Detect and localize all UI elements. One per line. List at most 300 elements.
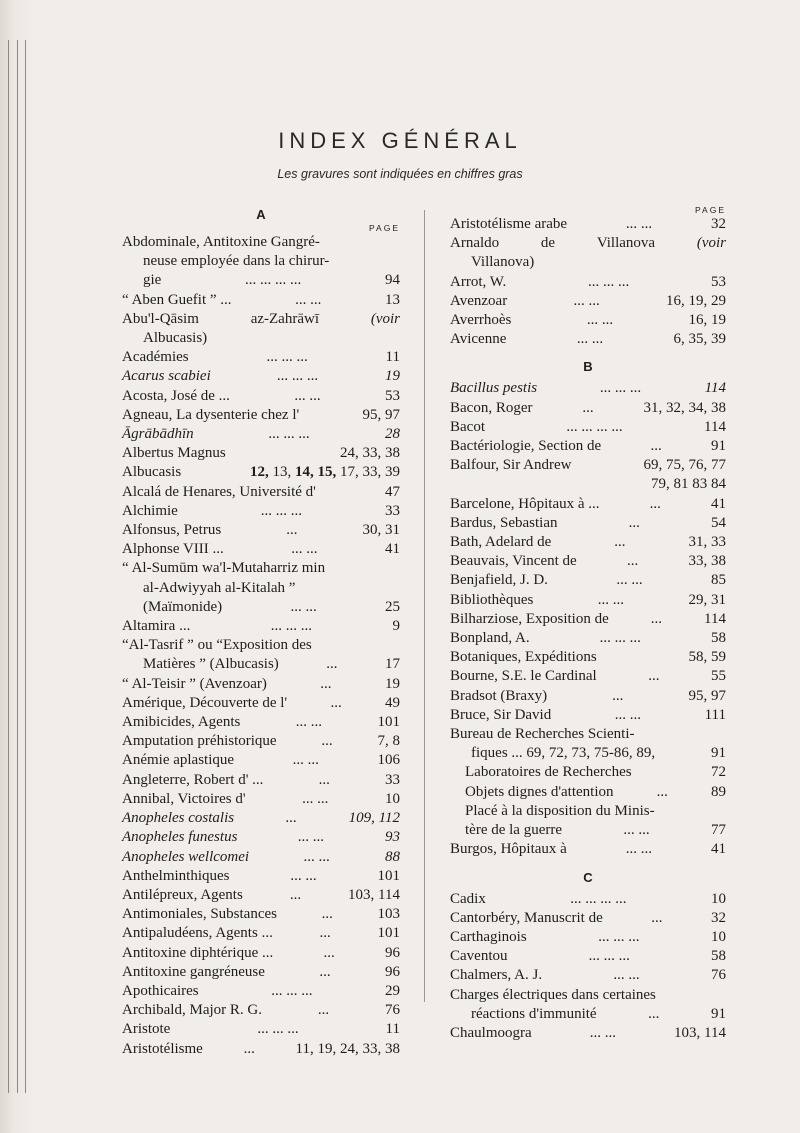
entry-last-line [450, 514, 726, 533]
entry-text: “ Al-Teisir ” (Avenzoar) [122, 675, 267, 692]
entry-text-line: neuse employée dans la chirur- [143, 253, 330, 270]
entry-pages: 31, 33 [688, 534, 726, 551]
dot-leader: ... [650, 438, 662, 455]
entry-last-line [122, 675, 400, 694]
entry-last-line [450, 966, 726, 985]
entry-last-line [122, 483, 400, 502]
index-entry [450, 311, 726, 330]
page-subtitle: Les gravures sont indiquées en chiffres gras [277, 167, 523, 181]
index-entry [122, 502, 400, 521]
entry-pages: 16, 19 [688, 312, 726, 329]
entry-text: Altamira ... [122, 618, 191, 635]
dot-leader: ... [289, 886, 302, 903]
entry-text: Anopheles costalis [122, 810, 235, 827]
index-entry [450, 667, 726, 686]
entry-text: Bacon, Roger [450, 399, 533, 416]
entry-pages: 88 [385, 848, 400, 865]
entry-text: Amputation préhistorique [122, 733, 277, 750]
index-entry [122, 540, 400, 559]
entry-text: Avicenne [450, 331, 507, 348]
entry-pages: 111 [704, 706, 726, 723]
dot-leader: ... ... ... [588, 273, 630, 290]
entry-pages: 79, 81 83 84 [651, 476, 726, 493]
entry-last-line [450, 687, 726, 706]
entry-text: Aristotélisme arabe [450, 216, 568, 232]
dot-leader: ... ... [589, 1024, 616, 1041]
dot-leader: ... ... ... [277, 368, 319, 385]
entry-text: Chalmers, A. J. [450, 967, 543, 984]
index-entry [122, 848, 400, 867]
entry-pages: 58 [711, 948, 726, 965]
index-entry [450, 495, 726, 514]
entry-last-line [465, 783, 726, 802]
entry-word: az-Zahrāwī [250, 310, 319, 327]
dot-leader [181, 463, 250, 482]
entry-last-line [450, 533, 726, 552]
entry-last-line [450, 456, 726, 475]
entry-pages: 91 [711, 438, 726, 455]
index-entry [122, 233, 400, 291]
entry-last-line [450, 399, 726, 418]
entry-last-line [450, 890, 726, 909]
index-entry [122, 1040, 400, 1059]
index-entry [450, 456, 726, 475]
index-entry [450, 514, 726, 533]
entry-pages: 10 [385, 790, 400, 807]
entry-last-line [122, 655, 400, 674]
entry-text: Cadix [450, 890, 486, 907]
entry-last-line [122, 732, 400, 751]
entry-text: Avenzoar [450, 292, 508, 309]
index-entry [122, 790, 400, 809]
entry-last-line [450, 629, 726, 648]
entry-text: Chaulmoogra [450, 1024, 532, 1041]
entry-last-line [122, 905, 400, 924]
index-entry [450, 725, 726, 763]
dot-leader: ... ... ... [271, 982, 313, 999]
index-entry [122, 463, 400, 482]
entry-word: Villanova [596, 235, 656, 252]
dot-leader: ... ... ... ... [566, 418, 623, 435]
dot-leader: ... [321, 906, 333, 923]
entry-text: Caventou [450, 948, 508, 965]
entry-text-line: Villanova) [471, 254, 535, 271]
dot-leader: ... [628, 514, 640, 531]
entry-last-line [465, 763, 726, 782]
index-entry [122, 905, 400, 924]
entry-text-line: “Al-Tasrif ” ou “Exposition des [122, 637, 312, 654]
entry-pages: 103, 114 [674, 1024, 726, 1041]
entry-pages: 10 [711, 890, 726, 907]
entry-last-line [450, 648, 726, 667]
entry-pages: 41 [711, 841, 726, 858]
entry-pages: 28 [385, 426, 400, 443]
dot-leader [632, 763, 711, 782]
entry-pages: 11 [385, 349, 400, 366]
index-entry [122, 924, 400, 943]
dot-leader: ... ... [290, 867, 317, 884]
section-letter: C [583, 869, 593, 885]
index-entry [122, 675, 400, 694]
entry-pages: 95, 97 [362, 406, 400, 423]
dot-leader [597, 648, 689, 667]
dot-leader: ... [614, 534, 626, 551]
entry-pages: 30, 31 [362, 522, 400, 539]
dot-leader: ... [318, 771, 330, 788]
dot-leader: ... [285, 810, 297, 827]
dot-leader: ... ... ... [600, 380, 642, 397]
entry-last-line [122, 848, 400, 867]
entry-text: Bradsot (Braxy) [450, 687, 548, 704]
dot-leader: ... ... ... [260, 502, 303, 519]
entry-heading-line [122, 310, 400, 329]
index-entry [122, 291, 400, 310]
entry-last-line [450, 667, 726, 686]
index-entry [450, 552, 726, 571]
page-number: 14, [295, 464, 318, 481]
dot-leader: ... ... [291, 541, 318, 558]
dot-leader: ... ... [597, 591, 625, 608]
entry-pages: 7, 8 [377, 733, 400, 750]
index-entry [122, 944, 400, 963]
dot-leader: ... [319, 925, 331, 942]
dot-leader: ... ... [586, 312, 614, 329]
entry-pages: 101 [377, 714, 400, 731]
dot-leader: ... [650, 610, 663, 627]
entry-text: Bilharziose, Exposition de [450, 610, 609, 627]
entry-last-line [465, 821, 726, 840]
entry-pages: 72 [711, 764, 726, 781]
dot-leader: ... [326, 656, 338, 673]
entry-text: Barcelone, Hôpitaux à ... [450, 495, 600, 512]
dot-leader: ... ... ... [266, 349, 308, 366]
entry-pages: 19 [385, 368, 400, 385]
entry-last-line [450, 495, 726, 514]
page-number: 39 [385, 464, 400, 481]
entry-last-line [450, 379, 726, 398]
dot-leader: ... ... ... [588, 948, 630, 965]
dot-leader: ... ... [623, 822, 650, 839]
entry-last-line [450, 744, 726, 763]
dot-leader: ... [626, 553, 639, 570]
entry-last-line [122, 367, 400, 386]
entry-text: Alphonse VIII ... [122, 541, 224, 558]
entry-pages: 69, 75, 76, 77 [643, 457, 726, 474]
index-entry [450, 437, 726, 456]
dot-leader: ... ... [292, 752, 319, 769]
entry-pages: 106 [377, 752, 400, 769]
entry-text: Arrot, W. [450, 273, 507, 290]
index-entry [450, 610, 726, 629]
dot-leader: ... ... ... [257, 1021, 299, 1038]
entry-pages: 96 [385, 944, 400, 961]
entry-last-line [122, 1001, 400, 1020]
entry-last-line [122, 598, 400, 617]
dot-leader: ... [320, 675, 332, 692]
index-entry [450, 418, 726, 437]
entry-pages: 24, 33, 38 [340, 445, 400, 462]
entry-word: (voir [370, 310, 400, 327]
entry-text: Antitoxine diphtérique ... [122, 944, 274, 961]
entry-last-line [450, 311, 726, 330]
entry-text: Objets dignes d'attention [465, 783, 614, 800]
entry-text: Beauvais, Vincent de [450, 553, 577, 570]
entry-text-line: Abdominale, Antitoxine Gangré- [122, 234, 320, 250]
index-entry [450, 330, 726, 349]
index-entry [450, 802, 726, 840]
entry-pages: 114 [704, 610, 726, 627]
entry-pages: 9 [392, 618, 400, 635]
dot-leader: ... ... ... [599, 630, 641, 647]
dot-leader: ... ... ... [598, 928, 640, 945]
entry-text: Bibliothèques [450, 591, 534, 608]
entry-last-line [122, 809, 400, 828]
index-entry [450, 1024, 726, 1043]
index-entry [450, 292, 726, 311]
entry-last-line [122, 1040, 400, 1059]
entry-text: Bonpland, A. [450, 630, 530, 647]
index-entry [122, 559, 400, 617]
spacer [450, 475, 651, 494]
dot-leader [655, 744, 711, 763]
index-entry [450, 379, 726, 398]
entry-text: tère de la guerre [465, 822, 563, 839]
entry-pages: 91 [711, 745, 726, 762]
entry-text: Alcalá de Henares, Université d' [122, 483, 316, 500]
dot-leader: ... [656, 783, 668, 800]
entry-text: Albertus Magnus [122, 445, 226, 462]
entry-text: Annibal, Victoires d' [122, 790, 246, 807]
entry-last-line [122, 982, 400, 1001]
entry-pages: 53 [385, 387, 400, 404]
entry-last-line [122, 1020, 400, 1039]
page-number: 13, [272, 464, 295, 481]
entry-text: Bath, Adelard de [450, 534, 552, 551]
entry-last-line [450, 1024, 726, 1043]
dot-leader: ... [649, 495, 661, 512]
entry-last-line [122, 406, 400, 425]
entry-last-line [122, 463, 400, 482]
entry-last-line [122, 694, 400, 713]
entry-text: Apothicaires [122, 982, 199, 999]
entry-text: Anopheles wellcomei [122, 848, 250, 865]
entry-pages: 47 [385, 483, 400, 500]
entry-pages: 77 [711, 822, 726, 839]
entry-text: Bactériologie, Section de [450, 438, 602, 455]
entry-pages [250, 463, 400, 482]
index-column-right [450, 205, 726, 1043]
entry-pages: 33 [385, 502, 400, 519]
index-entry [450, 687, 726, 706]
index-entry [450, 234, 726, 272]
index-entry [450, 986, 726, 1024]
entry-text: Aristotélisme [122, 1040, 203, 1057]
index-entry [450, 763, 726, 782]
index-entry [122, 348, 400, 367]
entry-text: Bacillus pestis [450, 380, 538, 397]
entry-text: fiques ... 69, 72, 73, 75-86, 89, [471, 745, 656, 762]
index-entry [450, 966, 726, 985]
entry-text-line: Bureau de Recherches Scienti- [450, 726, 635, 743]
entry-pages: 32 [711, 216, 726, 232]
entry-text-line: al-Adwiyyah al-Kitalah ” [143, 579, 296, 596]
dot-leader: ... ... [290, 598, 317, 615]
dot-leader: ... [648, 1005, 660, 1022]
entry-word: Arnaldo [450, 235, 500, 252]
index-entry [122, 1020, 400, 1039]
entry-last-line [450, 215, 726, 234]
entry-pages: 41 [711, 495, 726, 512]
entry-word: Abu'l-Qāsim [122, 310, 199, 327]
entry-pages: 31, 32, 34, 38 [643, 399, 726, 416]
dot-leader: ... [612, 687, 624, 704]
entry-last-line [450, 552, 726, 571]
entry-last-line [450, 591, 726, 610]
entry-text: Antilépreux, Agents [122, 886, 243, 903]
entry-last-line [450, 947, 726, 966]
entry-word: de [540, 235, 556, 252]
entry-text: Albucasis [122, 464, 182, 481]
entry-pages: 91 [711, 1005, 726, 1022]
entry-text: Angleterre, Robert d' ... [122, 771, 264, 788]
index-entry [122, 982, 400, 1001]
dot-leader: ... ... [298, 829, 325, 846]
entry-last-line [450, 571, 726, 590]
dot-leader [226, 444, 340, 463]
index-entry [450, 840, 726, 859]
dot-leader: ... ... [295, 714, 323, 731]
page-column-header: PAGE [369, 223, 400, 233]
dot-leader [316, 483, 385, 502]
entry-last-line [122, 444, 400, 463]
entry-last-line [450, 909, 726, 928]
entry-last-line [122, 751, 400, 770]
entry-pages: 95, 97 [688, 687, 726, 704]
entry-pages: 41 [385, 541, 400, 558]
dot-leader: ... ... [573, 292, 600, 309]
entry-last-line [450, 292, 726, 311]
entry-pages: 58 [711, 630, 726, 647]
dot-leader: ... [286, 522, 298, 539]
entry-text: Acosta, José de ... [122, 387, 230, 404]
entry-text: Burgos, Hôpitaux à [450, 841, 567, 858]
entry-text: Antimoniales, Substances [122, 906, 277, 923]
entry-last-line [122, 387, 400, 406]
entry-text: Āgrābādhīn [122, 426, 194, 443]
entry-pages: 114 [704, 418, 726, 435]
entry-pages: 17 [385, 656, 400, 673]
index-entry [450, 571, 726, 590]
index-entry [450, 591, 726, 610]
entry-text: Amérique, Découverte de l' [122, 694, 288, 711]
entry-text-line: Charges électriques dans certaines [450, 986, 656, 1003]
entry-last-line [450, 418, 726, 437]
entry-text-line: “ Al-Sumūm wa'l-Mutaharriz min [122, 560, 326, 577]
index-entry [450, 909, 726, 928]
dot-leader: ... ... [295, 291, 322, 308]
entry-last-line [450, 706, 726, 725]
entry-pages: 109, 112 [348, 810, 400, 827]
entry-last-line [122, 291, 400, 310]
entry-pages: 6, 35, 39 [673, 331, 726, 348]
entry-text: Carthaginois [450, 928, 527, 945]
entry-last-line [450, 928, 726, 947]
entry-word: (voir [696, 235, 726, 252]
entry-text: Agneau, La dysenterie chez l' [122, 406, 300, 423]
entry-text: Antitoxine gangréneuse [122, 963, 265, 980]
entry-pages: 16, 19, 29 [666, 292, 726, 309]
entry-text: Aristote [122, 1021, 171, 1038]
dot-leader: ... ... ... [268, 426, 310, 443]
entry-text: Botaniques, Expéditions [450, 649, 597, 666]
dot-leader: ... ... [303, 848, 331, 865]
entry-pages: 76 [711, 967, 726, 984]
dot-leader: ... [243, 1040, 255, 1057]
index-entry [450, 648, 726, 667]
entry-text: Anopheles funestus [122, 829, 238, 846]
index-entry [122, 617, 400, 636]
entry-pages: 33, 38 [688, 553, 726, 570]
dot-leader: ... [330, 694, 342, 711]
entry-pages: 29 [385, 982, 400, 999]
dot-leader: ... ... [294, 387, 321, 404]
index-column-left [122, 205, 400, 1059]
index-entry [122, 425, 400, 444]
entry-pages: 114 [704, 380, 726, 397]
entry-pages: 76 [385, 1002, 400, 1019]
index-entry [450, 533, 726, 552]
entry-text: Cantorbéry, Manuscrit de [450, 909, 603, 926]
index-entry [450, 399, 726, 418]
index-entry [122, 444, 400, 463]
entry-pages: 19 [385, 675, 400, 692]
dot-leader: ... ... ... [270, 618, 313, 635]
section-letter: B [583, 359, 593, 375]
dot-leader: ... ... [616, 572, 643, 589]
dot-leader: ... [651, 909, 663, 926]
entry-last-line [122, 771, 400, 790]
entry-last-line [450, 273, 726, 292]
dot-leader: ... [648, 668, 660, 685]
dot-leader: ... [317, 1002, 330, 1019]
section-letter: A [256, 207, 266, 222]
index-entry [122, 732, 400, 751]
entry-pages: 103, 114 [348, 886, 400, 903]
index-entry-continuation [450, 475, 726, 494]
column-divider [424, 210, 425, 1002]
dot-leader: ... [321, 733, 333, 750]
index-entry [450, 928, 726, 947]
dot-leader: ... ... [625, 216, 653, 232]
entry-last-line [122, 271, 400, 290]
dot-leader: ... ... [576, 331, 604, 348]
entry-last-line [122, 944, 400, 963]
entry-last-line [122, 540, 400, 559]
index-entry [122, 771, 400, 790]
entry-text-line: Placé à la disposition du Minis- [465, 802, 655, 819]
index-entry [122, 809, 400, 828]
entry-last-line [122, 828, 400, 847]
entry-last-line [450, 437, 726, 456]
entry-heading-line [450, 234, 726, 253]
entry-pages: 85 [711, 572, 726, 589]
dot-leader: ... [319, 963, 331, 980]
entry-text: Benjafield, J. D. [450, 572, 548, 589]
page-number: 33, [362, 464, 385, 481]
entry-last-line [450, 840, 726, 859]
index-entry [450, 215, 726, 234]
dot-leader: ... ... ... ... [570, 890, 627, 907]
